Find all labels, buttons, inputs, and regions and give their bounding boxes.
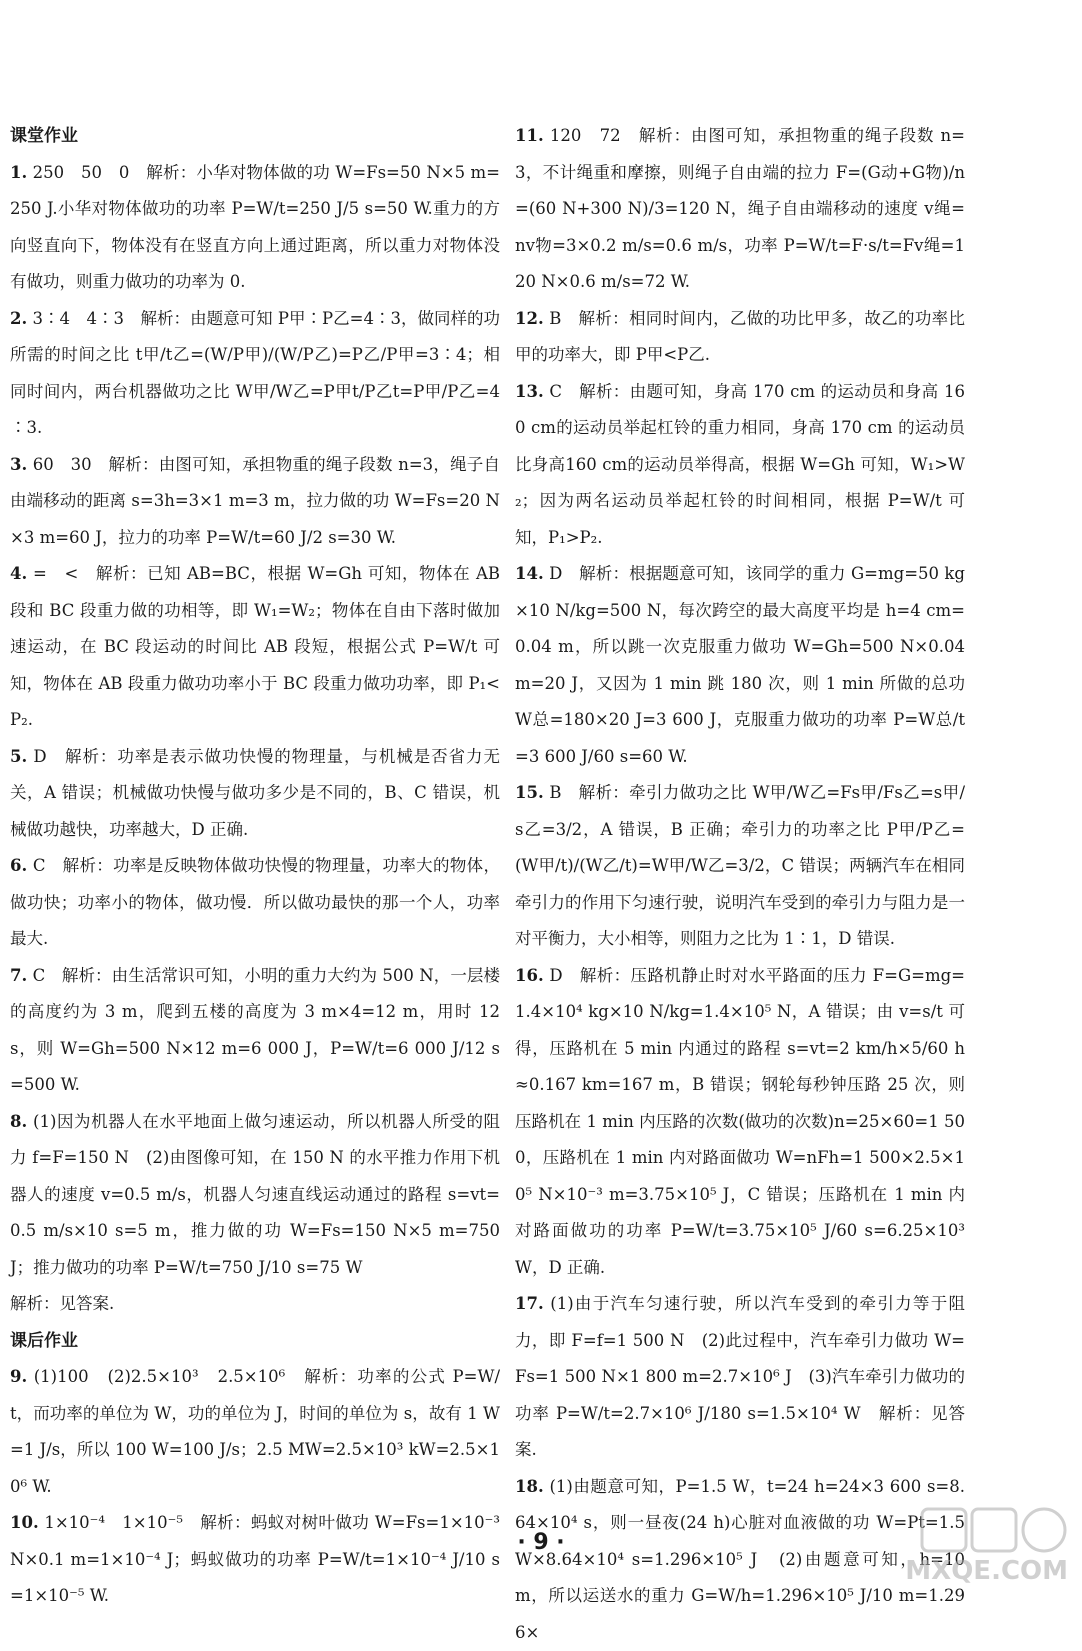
answer-number: 15.	[515, 783, 544, 802]
answer-text: (1)由于汽车匀速行驶，所以汽车受到的牵引力等于阻力，即 F=f=1 500 N (2)此过程中，汽车牵引力做功 W=Fs=1 500 N×1 800 m=2.7×10⁶ J (3)汽车牵引力做功的功率 P=W/t=2.7×10⁶ J/180 s=1.5×10⁴ W 解析：见答案.	[515, 1294, 965, 1459]
answer-item	[10, 1505, 500, 1615]
answer-item	[515, 556, 965, 775]
answer-item	[10, 848, 500, 958]
answer-item	[515, 374, 965, 557]
right-items	[515, 118, 965, 1651]
left-column	[10, 118, 500, 1615]
answer-item	[10, 447, 500, 557]
answer-number: 9.	[10, 1367, 27, 1386]
answer-number: 7.	[10, 966, 27, 985]
answer-text: C 解析：由题可知，身高 170 cm 的运动员和身高 160 cm的运动员举起杠铃的重力相同，身高 170 cm 的运动员比身高160 cm的运动员举得高，根据 W=Gh 可知，W₁>W₂；因为两名运动员举起杠铃的时间相同，根据 P=W/t 可知，P₁>P₂.	[515, 382, 965, 547]
answer-number: 2.	[10, 309, 27, 328]
answer-text: 60 30 解析：由图可知，承担物重的绳子段数 n=3，绳子自由端移动的距离 s=3h=3×1 m=3 m，拉力做的功 W=Fs=20 N×3 m=60 J，拉力的功率 P=W/t=60 J/2 s=30 W.	[10, 455, 500, 547]
answer-number: 12.	[515, 309, 544, 328]
answer-item	[515, 958, 965, 1287]
answer-text: 解析：见答案.	[10, 1294, 114, 1313]
answer-item	[10, 958, 500, 1104]
watermark-icon	[920, 1505, 1070, 1555]
answer-item	[515, 1469, 965, 1651]
answer-number: 3.	[10, 455, 27, 474]
answer-item	[10, 155, 500, 301]
answer-item	[515, 301, 965, 374]
watermark-text: MXQE.COM	[905, 1556, 1068, 1586]
answer-item	[10, 739, 500, 849]
answer-text: (1)由题意可知，P=1.5 W，t=24 h=24×3 600 s=8.64×10⁴ s，则一昼夜(24 h)心脏对血液做的功 W=Pt=1.5 W×8.64×10⁴ s=1.296×10⁵ J (2)由题意可知，h=10 m，所以运送水的重力 G=W/h=1.296×10⁵ J/10 m=1.296×	[515, 1477, 965, 1642]
answer-number: 6.	[10, 856, 27, 875]
left-items2	[10, 1359, 500, 1615]
answer-text: (1)因为机器人在水平地面上做匀速运动，所以机器人所受的阻力 f=F=150 N (2)由图像可知，在 150 N 的水平推力作用下机器人的速度 v=0.5 m/s，机器人匀速直线运动通过的路程 s=vt=0.5 m/s×10 s=5 m，推力做的功 W=Fs=150 N×5 m=750 J；推力做功的功率 P=W/t=750 J/10 s=75 W	[10, 1112, 500, 1277]
answer-item	[10, 1286, 500, 1323]
answer-number: 10.	[10, 1513, 39, 1532]
answer-number: 13.	[515, 382, 544, 401]
answer-number: 11.	[515, 126, 544, 145]
right-column	[515, 118, 965, 1651]
answer-item	[515, 775, 965, 958]
answer-text: C 解析：功率是反映物体做功快慢的物理量，功率大的物体，做功快；功率小的物体，做功慢．所以做功最快的那一个人，功率最大.	[10, 856, 500, 948]
answer-text: = < 解析：已知 AB=BC，根据 W=Gh 可知，物体在 AB 段和 BC 段重力做的功相等，即 W₁=W₂；物体在自由下落时做加速运动，在 BC 段运动的时间比 AB 段短，根据公式 P=W/t 可知，物体在 AB 段重力做功功率小于 BC 段重力做功功率，即 P₁<P₂.	[10, 564, 500, 729]
section-heading-homework: 课后作业	[10, 1323, 500, 1360]
left-items	[10, 155, 500, 1323]
answer-item	[10, 1104, 500, 1287]
answer-text: 250 50 0 解析：小华对物体做的功 W=Fs=50 N×5 m=250 J.小华对物体做功的功率 P=W/t=250 J/5 s=50 W.重力的方向竖直向下，物体没有在竖直方向上通过距离，所以重力对物体没有做功，则重力做功的功率为 0.	[10, 163, 500, 292]
answer-item	[515, 1286, 965, 1469]
answer-number: 16.	[515, 966, 544, 985]
answer-item	[10, 556, 500, 739]
answer-item	[515, 118, 965, 301]
answer-item	[10, 1359, 500, 1505]
answer-number: 14.	[515, 564, 544, 583]
answer-text: D 解析：根据题意可知，该同学的重力 G=mg=50 kg×10 N/kg=500 N，每次跨空的最大高度平均是 h=4 cm=0.04 m，所以跳一次克服重力做功 W=Gh=500 N×0.04 m=20 J，又因为 1 min 跳 180 次，则 1 min 所做的总功 W总=180×20 J=3 600 J，克服重力做功的功率 P=W总/t=3 600 J/60 s=60 W.	[515, 564, 965, 766]
answer-text: B 解析：牵引力做功之比 W甲/W乙=Fs甲/Fs乙=s甲/s乙=3/2，A 错误，B 正确；牵引力的功率之比 P甲/P乙=(W甲/t)/(W乙/t)=W甲/W乙=3/2，C 错误；两辆汽车在相同牵引力的作用下匀速行驶，说明汽车受到的牵引力与阻力是一对平衡力，大小相等，则阻力之比为 1∶1，D 错误.	[515, 783, 965, 948]
answer-text: B 解析：相同时间内，乙做的功比甲多，故乙的功率比甲的功率大，即 P甲<P乙.	[515, 309, 965, 365]
answer-text: 3∶4 4∶3 解析：由题意可知 P甲∶P乙=4∶3，做同样的功所需的时间之比 t甲/t乙=(W/P甲)/(W/P乙)=P乙/P甲=3∶4；相同时间内，两台机器做功之比 W甲/W乙=P甲t/P乙t=P甲/P乙=4∶3.	[10, 309, 500, 438]
section-heading-classwork: 课堂作业	[10, 118, 500, 155]
answer-number: 8.	[10, 1112, 27, 1131]
answer-text: D 解析：压路机静止时对水平路面的压力 F=G=mg=1.4×10⁴ kg×10 N/kg=1.4×10⁵ N，A 错误；由 v=s/t 可得，压路机在 5 min 内通过的路程 s=vt=2 km/h×5/60 h≈0.167 km=167 m，B 错误；钢轮每秒钟压路 25 次，则压路机在 1 min 内压路的次数(做功的次数)n=25×60=1 500，压路机在 1 min 内对路面做功 W=nFh=1 500×2.5×10⁵ N×10⁻³ m=3.75×10⁵ J，C 错误；压路机在 1 min 内对路面做功的功率 P=W/t=3.75×10⁵ J/60 s=6.25×10³ W，D 正确.	[515, 966, 965, 1277]
answer-number: 1.	[10, 163, 27, 182]
answer-text: C 解析：由生活常识可知，小明的重力大约为 500 N，一层楼的高度约为 3 m，爬到五楼的高度为 3 m×4=12 m，用时 12 s，则 W=Gh=500 N×12 m=6 000 J，P=W/t=6 000 J/12 s=500 W.	[10, 966, 500, 1095]
answer-text: D 解析：功率是表示做功快慢的物理量，与机械是否省力无关，A 错误；机械做功快慢与做功多少是不同的，B、C 错误，机械做功越快，功率越大，D 正确.	[10, 747, 500, 839]
page-number: · 9 ·	[0, 1530, 1082, 1555]
answer-text: (1)100 (2)2.5×10³ 2.5×10⁶ 解析：功率的公式 P=W/t，而功率的单位为 W，功的单位为 J，时间的单位为 s，故有 1 W=1 J/s，所以 100 W=100 J/s；2.5 MW=2.5×10³ kW=2.5×10⁶ W.	[10, 1367, 500, 1496]
answer-number: 5.	[10, 747, 27, 766]
answer-number: 18.	[515, 1477, 544, 1496]
answer-text: 120 72 解析：由图可知，承担物重的绳子段数 n=3，不计绳重和摩擦，则绳子自由端的拉力 F=(G动+G物)/n=(60 N+300 N)/3=120 N，绳子自由端移动的速度 v绳=nv物=3×0.2 m/s=0.6 m/s，功率 P=W/t=F·s/t=Fv绳=120 N×0.6 m/s=72 W.	[515, 126, 965, 291]
answer-number: 4.	[10, 564, 27, 583]
answer-number: 17.	[515, 1294, 544, 1313]
answer-text: 1×10⁻⁴ 1×10⁻⁵ 解析：蚂蚁对树叶做功 W=Fs=1×10⁻³ N×0.1 m=1×10⁻⁴ J；蚂蚁做功的功率 P=W/t=1×10⁻⁴ J/10 s=1×10⁻⁵ W.	[10, 1513, 500, 1605]
answer-item	[10, 301, 500, 447]
